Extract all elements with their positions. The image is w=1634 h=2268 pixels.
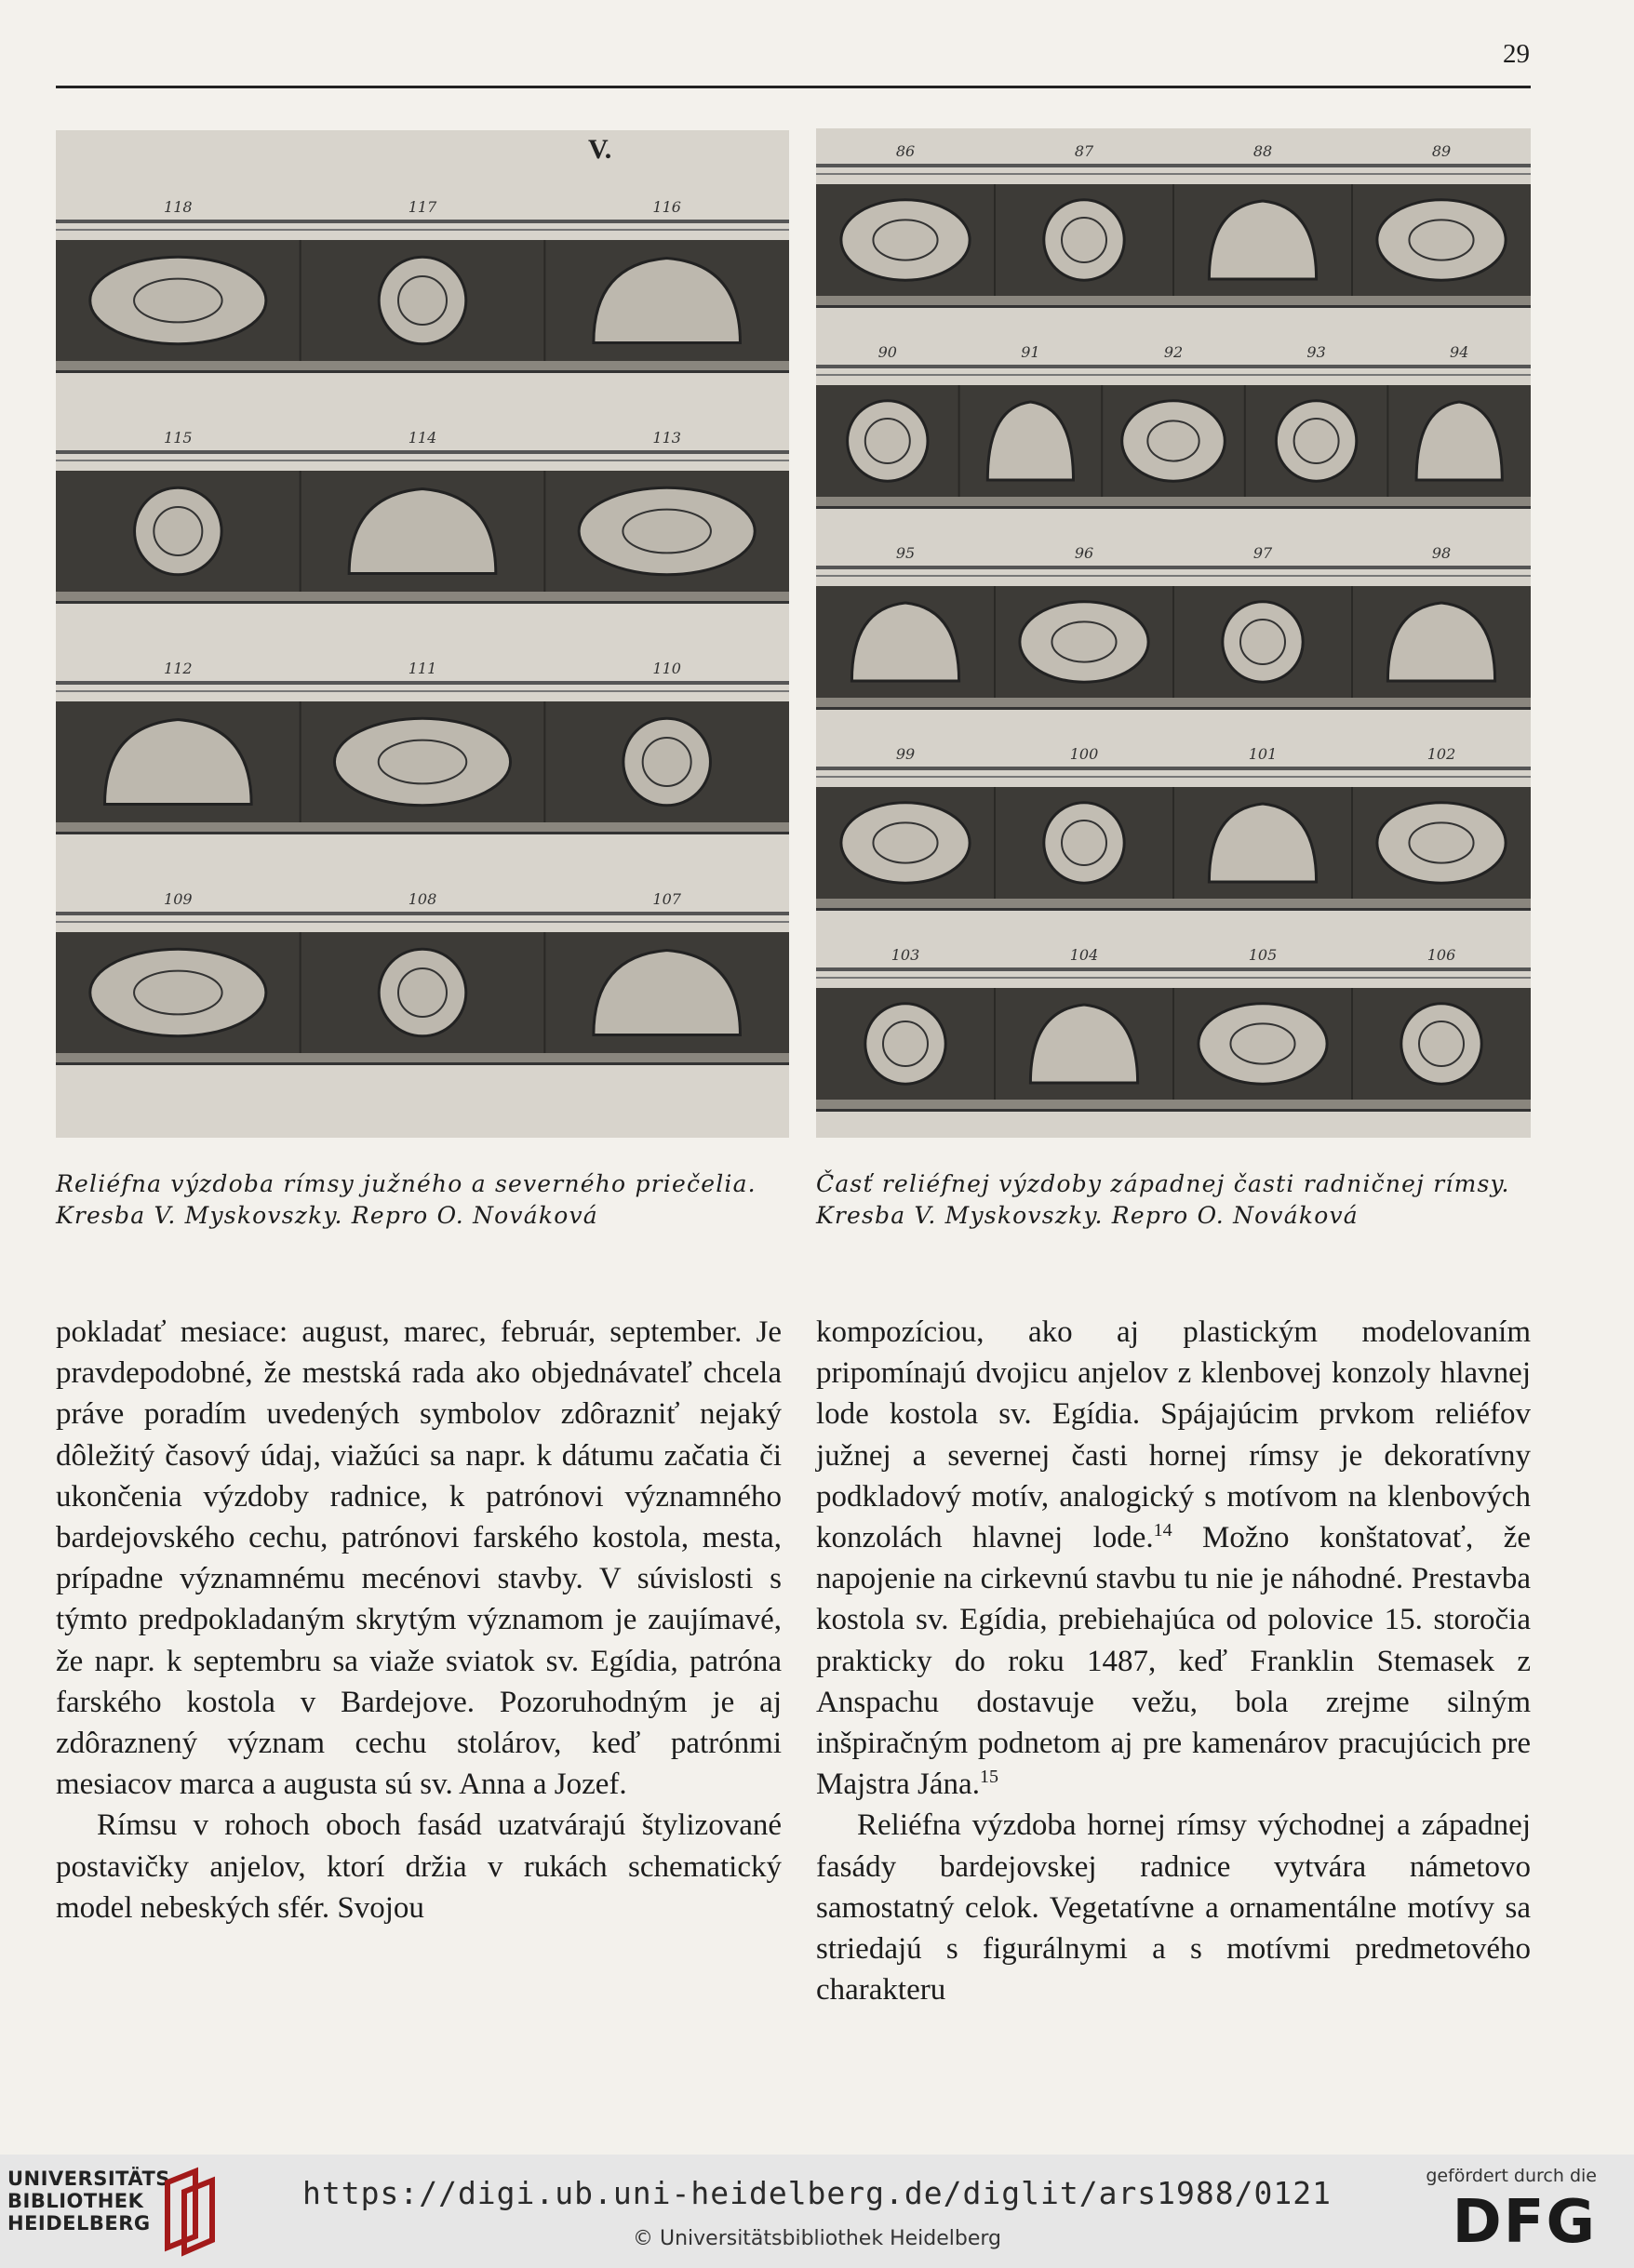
figure-number: 109: [164, 890, 193, 908]
figure-number: 115: [164, 429, 193, 447]
relief-motif: [1276, 401, 1356, 481]
relief-band: [816, 946, 1531, 1112]
figure-number: 90: [877, 343, 897, 361]
figure-number: 117: [408, 198, 437, 216]
logo-line: UNIVERSITÄTS-: [7, 2168, 180, 2190]
figure-number: 105: [1248, 946, 1278, 964]
figure-number: 103: [891, 946, 920, 964]
figure-number: 111: [408, 660, 437, 677]
relief-band: [816, 142, 1531, 308]
figure-number: 106: [1426, 946, 1456, 964]
page-url-link[interactable]: https://digi.ub.uni-heidelberg.de/diglit/ars1988/0121: [302, 2175, 1332, 2211]
figure-number: 104: [1069, 946, 1099, 964]
text-column-right: [816, 1312, 1531, 2010]
page-number: 29: [1503, 39, 1530, 69]
figure-number: 88: [1252, 142, 1273, 160]
relief-band: [816, 745, 1531, 911]
footer-bar: [0, 2155, 1634, 2268]
paragraph: Rímsu v rohoch oboch fasád uzatvárajú štylizované postavičky anjelov, ktorí držia v rukách schematický model nebeských sfér. Svojou: [56, 1808, 782, 1925]
figure-number: 89: [1431, 142, 1452, 160]
figure-number: 96: [1074, 544, 1094, 562]
paragraph-text: Možno konštatovať, že napojenie na cirkevnú stavbu tu nie je náhodné. Prestavba kostola sv. Egídia, prebiehajúca od polovice 15. storočia prakticky do roku 1487, keď Franklin Stemasek z Anspachu dostavuje vežu, bola zrejme silným inšpiračným podnetom aj pre kamenárov pracujúcich pre Majstra Jána.: [816, 1521, 1531, 1802]
relief-motif: [1044, 200, 1124, 280]
caption-left-line2: Kresba V. Myskovszky. Repro O. Nováková: [56, 1202, 598, 1229]
figure-number: 91: [1021, 343, 1040, 361]
paragraph: Reliéfna výzdoba hornej rímsy východnej a západnej fasády bardejovskej radnice vytvára námetovo samostatný celok. Vegetatívne a ornamentálne motívy sa striedajú s figurálnymi a s motívmi predmetového charakteru: [816, 1808, 1531, 2008]
caption-left-line1: Reliéfna výzdoba rímsy južného a severného priečelia.: [56, 1170, 757, 1197]
figure-number: 87: [1074, 142, 1094, 160]
relief-motif: [841, 200, 970, 280]
paragraph: pokladať mesiace: august, marec, február, september. Je pravdepodobné, že mestská rada ako objednávateľ chcela práve poradím uvedených symbolov zdôrazniť nejaký dôležitý časový údaj, viažúci sa napr. k dátumu začatia či ukončenia výzdoby radnice, k patrónovi významného bardejovského cechu, patrónovi farského kostola, mesta, prípadne významnému mecénovi stavby. V súvislosti s týmto predpokladaným skrytým významom je zaujímavé, že napr. k septembru sa viaže sviatok sv. Egídia, patróna farského kostola v Bardejove. Pozoruhodným je aj zdôraznený význam cechu stolárov, keď patrónmi mesiacov marca a augusta sú sv. Anna a Jozef.: [56, 1315, 782, 1802]
plate-heading: V.: [588, 134, 612, 165]
dfg-logo[interactable]: DFG: [1452, 2188, 1597, 2257]
caption-left: [56, 1168, 757, 1232]
figure-number: 98: [1431, 544, 1452, 562]
figure-number: 92: [1163, 343, 1184, 361]
figure-number: 116: [652, 198, 681, 216]
caption-right-line1: Časť reliéfnej výzdoby západnej časti radničnej rímsy.: [816, 1170, 1510, 1197]
relief-motif: [1401, 1004, 1481, 1084]
relief-motif: [1122, 401, 1226, 481]
relief-motif: [1199, 1004, 1327, 1084]
logo-line: BIBLIOTHEK: [7, 2190, 144, 2212]
relief-motif: [1377, 200, 1506, 280]
figure-number: 97: [1252, 544, 1273, 562]
logo-line: HEIDELBERG: [7, 2212, 151, 2235]
figure-number: 112: [164, 660, 193, 677]
relief-motif: [90, 257, 266, 344]
relief-motif: [135, 487, 222, 575]
relief-motif: [841, 803, 970, 883]
figure-number: 114: [408, 429, 437, 447]
footnote-ref: 15: [979, 1767, 998, 1788]
figure-number: 94: [1450, 343, 1469, 361]
relief-band: [816, 343, 1531, 509]
caption-right: [816, 1168, 1510, 1232]
figure-number: 101: [1248, 745, 1278, 763]
relief-plate-right: [816, 128, 1531, 1138]
funding-note: gefördert durch die: [1426, 2166, 1597, 2186]
top-rule: [56, 86, 1531, 88]
relief-motif: [848, 401, 928, 481]
caption-right-line2: Kresba V. Myskovszky. Repro O. Nováková: [816, 1202, 1359, 1229]
relief-plate-left: [56, 130, 789, 1138]
paragraph-text: kompozíciou, ako aj plastickým modelovaním pripomínajú dvojicu anjelov z klenbovej konzoly hlavnej lode kostola sv. Egídia. Spájajúcim prvkom reliéfov južnej a severnej časti hornej rímsy je dekoratívny podkladový motív, analogický s motívom na klenbových konzolách hlavnej lode.: [816, 1315, 1531, 1555]
relief-motif: [623, 718, 711, 806]
figure-number: 118: [164, 198, 193, 216]
figure-number: 108: [408, 890, 437, 908]
figure-number: 107: [652, 890, 681, 908]
paragraph: [816, 1312, 1531, 1805]
figure-number: 100: [1069, 745, 1099, 763]
relief-motif: [865, 1004, 945, 1084]
relief-motif: [1377, 803, 1506, 883]
relief-motif: [1223, 602, 1303, 682]
relief-motif: [1044, 803, 1124, 883]
relief-motif: [379, 257, 466, 344]
relief-band: [816, 544, 1531, 710]
text-column-left: [56, 1312, 782, 1928]
figure-number: 110: [652, 660, 681, 677]
figure-number: 95: [895, 544, 916, 562]
figure-number: 99: [895, 745, 916, 763]
copyright-note: © Universitätsbibliothek Heidelberg: [632, 2227, 1001, 2250]
relief-motif: [90, 949, 266, 1036]
relief-motif: [579, 487, 755, 575]
figure-number: 102: [1426, 745, 1456, 763]
figure-number: 113: [652, 429, 681, 447]
relief-motif: [379, 949, 466, 1036]
figure-number: 86: [895, 142, 916, 160]
footnote-ref: 14: [1153, 1520, 1172, 1541]
relief-motif: [1020, 602, 1148, 682]
relief-motif: [334, 718, 510, 806]
figure-number: 93: [1306, 343, 1326, 361]
